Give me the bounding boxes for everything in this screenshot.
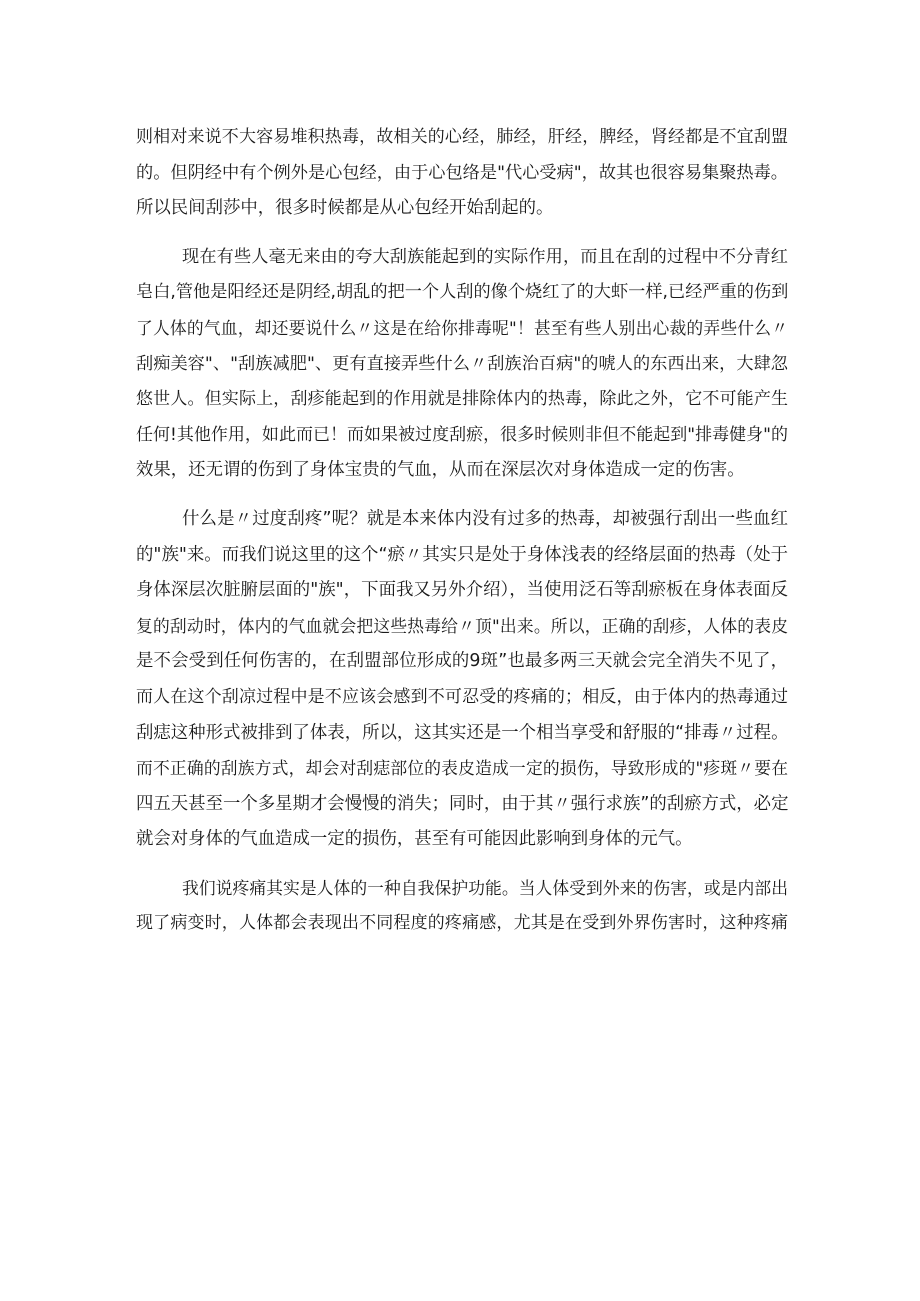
text-line: 悠世人。但实际上，刮疹能起到的作用就是排除体内的热毒，除此之外，它不可能产生 bbox=[136, 389, 788, 410]
text-line: 任何!其他作用，如此而已！而如果被过度刮瘀，很多时候则非但不能起到"排毒健身"的 bbox=[136, 424, 788, 445]
paragraph-3 bbox=[136, 502, 788, 858]
text-line: 四五天甚至一个多星期才会慢慢的消失；同时，由于其〃强行求族”的刮瘀方式，必定 bbox=[136, 793, 788, 814]
text-line: 身体深层次脏腑层面的"族"，下面我又另外介绍），当使用泛石等刮瘀板在身体表面反 bbox=[136, 580, 788, 601]
paragraph-1 bbox=[136, 120, 788, 227]
text-line: 现了病变时，人体都会表现出不同程度的疼痛感，尤其是在受到外界伤害时，这种疼痛 bbox=[136, 913, 788, 934]
text-line: 的"族"来。而我们说这里的这个“瘀〃其实只是处于身体浅表的经络层面的热毒（处于 bbox=[136, 544, 788, 565]
text-line: 效果，还无谓的伤到了身体宝贵的气血，从而在深层次对身体造成一定的伤害。 bbox=[136, 460, 745, 481]
paragraph-2 bbox=[136, 240, 788, 489]
text-line: 就会对身体的气血造成一定的损伤，甚至有可能因此影响到身体的元气。 bbox=[136, 829, 693, 850]
document-body bbox=[136, 120, 788, 955]
text-line: 我们说疼痛其实是人体的一种自我保护功能。当人体受到外来的伤害，或是内部出 bbox=[182, 877, 788, 898]
text-line: 复的刮动时，体内的气血就会把这些热毒给〃顶"出来。所以，正确的刮疹，人体的表皮 bbox=[136, 615, 788, 636]
text-line: 而不正确的刮族方式，却会对刮痣部位的表皮造成一定的损伤，导致形成的"疹斑〃要在 bbox=[136, 758, 788, 779]
text-line: 是不会受到任何伤害的，在刮盟部位形成的9斑”也最多两三天就会完全消失不见了， bbox=[136, 651, 788, 672]
text-line: 了人体的气血，却还要说什么〃这是在给你排毒呢"！甚至有些人别出心裁的弄些什么〃 bbox=[136, 317, 788, 338]
paragraph-4 bbox=[136, 871, 788, 942]
text-line: 现在有些人毫无来由的夸大刮族能起到的实际作用，而且在刮的过程中不分青红 bbox=[182, 246, 788, 267]
text-line: 的。但阴经中有个例外是心包经，由于心包络是"代心受病"，故其也很容易集聚热毒。 bbox=[136, 162, 788, 183]
text-line: 而人在这个刮凉过程中是不应该会感到不可忍受的疼痛的；相反，由于体内的热毒通过 bbox=[136, 686, 788, 707]
text-line: 刮痣这种形式被排到了体表，所以，这其实还是一个相当享受和舒服的“排毒〃过程。 bbox=[136, 722, 788, 743]
text-line: 什么是〃过度刮疼”呢？就是本来体内没有过多的热毒，却被强行刮出一些血红 bbox=[182, 508, 788, 529]
text-line: 刮痴美容"、"刮族减肥"、更有直接弄些什么〃刮族治百病"的唬人的东西出来，大肆忽 bbox=[136, 353, 788, 374]
text-line: 则相对来说不大容易堆积热毒，故相关的心经，肺经，肝经，脾经，肾经都是不宜刮盟 bbox=[136, 127, 788, 147]
text-line: 所以民间刮莎中，很多时候都是从心包经开始刮起的。 bbox=[136, 198, 554, 219]
text-line: 皂白,管他是阳经还是阴经,胡乱的把一个人刮的像个烧红了的大虾一样,已经严重的伤到 bbox=[136, 282, 788, 303]
